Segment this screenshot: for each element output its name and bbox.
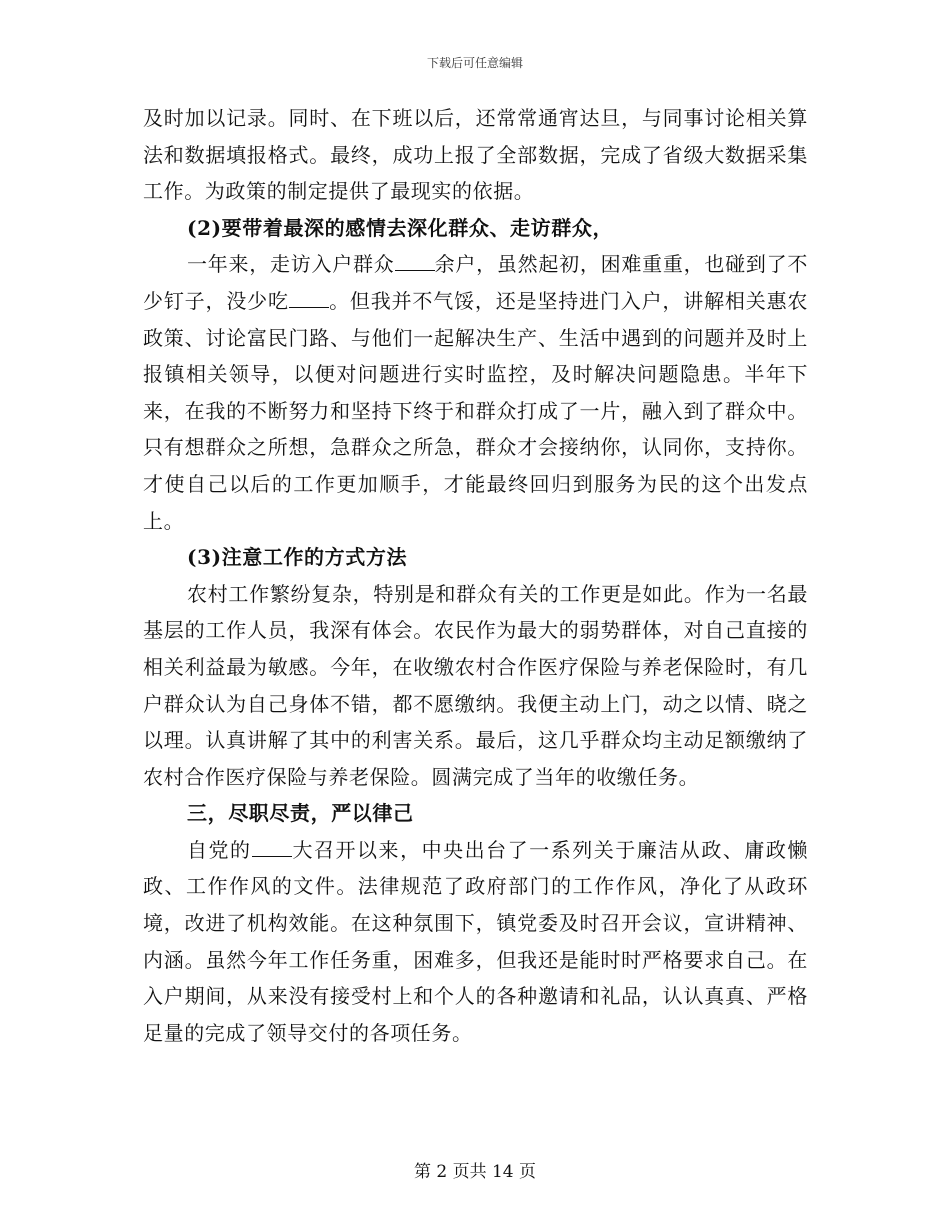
paragraph-work-methods: 农村工作繁纷复杂，特别是和群众有关的工作更是如此。作为一名最基层的工作人员，我深有体会。农民作为最大的弱势群体，对自己直接的相关利益最为敏感。今年，在收缴农村合作医疗保险与养老保险时，有几户群众认为自己身体不错，都不愿缴纳。我便主动上门，动之以情、晓之以理。认真讲解了其中的利害关系。最后，这几乎群众均主动足额缴纳了农村合作医疗保险与养老保险。圆满完成了当年的收缴任务。: [143, 581, 808, 789]
section-heading-discipline: 三，尽职尽责，严以律己: [187, 801, 414, 826]
paragraph-discipline: [143, 832, 808, 1052]
page-header: 下载后可任意编辑: [426, 56, 523, 70]
paragraph-text-part-3: 。但我并不气馁，还是坚持进门入户，讲解相关惠农政策、讨论富民门路、与他们一起解决生产、生活中遇到的问题并及时上报镇相关领导，以便对问题进行实时监控，及时解决问题隐患。半年下来，在我的不断努力和坚持下终于和群众打成了一片，融入到了群众中。只有想群众之所想，急群众之所急，群众才会接纳你，认同你，支持你。才使自己以后的工作更加顺手，才能最终回归到服务为民的这个出发点上。: [143, 288, 808, 533]
paragraph-text-part-1: 自党的: [187, 837, 252, 862]
paragraph-text-part-2: 余户，虽然起初，困难重重，也碰到了不少钉子，没少吃: [143, 252, 808, 313]
paragraph-text-part-1: 一年来，走访入户群众: [187, 252, 395, 277]
section-heading-3: (3)注意工作的方式方法: [187, 545, 408, 570]
section-heading-2: (2)要带着最深的感情去深化群众、走访群众，: [187, 215, 614, 240]
fill-blank: [289, 289, 329, 308]
fill-blank: [252, 838, 292, 857]
fill-blank: [395, 252, 435, 271]
paragraph-text-part-2: 大召开以来，中央出台了一系列关于廉洁从政、庸政懒政、工作作风的文件。法律规范了政府部门的工作作风，净化了从政环境，改进了机构效能。在这种氛围下，镇党委及时召开会议，宣讲精神、内涵。虽然今年工作任务重，困难多，但我还是能时时严格要求自己。在入户期间，从来没有接受村上和个人的各种邀请和礼品，认认真真、严格足量的完成了领导交付的各项任务。: [143, 837, 808, 1045]
paragraph-continuation: 及时加以记录。同时、在下班以后，还常常通宵达旦，与同事讨论相关算法和数据填报格式。最终，成功上报了全部数据，完成了省级大数据采集工作。为政策的制定提供了最现实的依据。: [143, 106, 808, 204]
paragraph-visiting-households: [143, 246, 808, 539]
page-footer-page-number: 第 2 页共 14 页: [413, 1162, 537, 1182]
document-body: [143, 100, 808, 1051]
